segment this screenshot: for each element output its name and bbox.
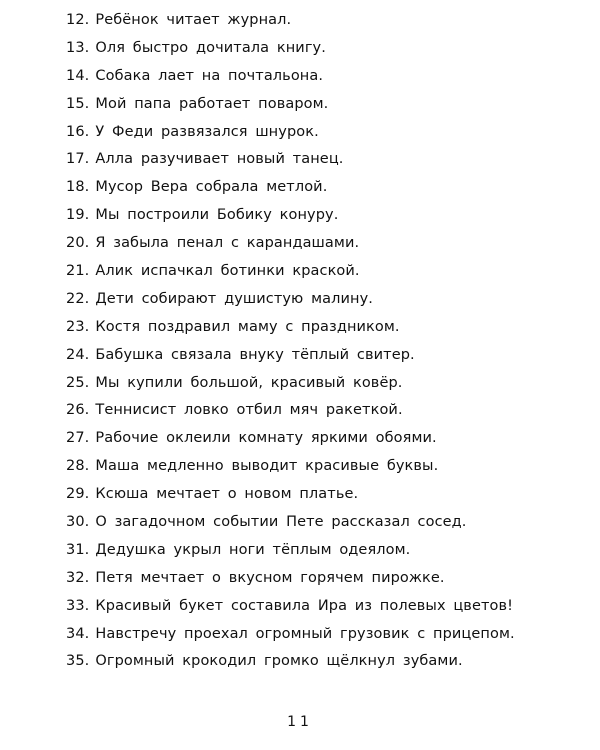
sentence-item [66,174,515,202]
sentence-number: 34. [66,625,90,642]
sentence-item [66,119,515,147]
sentence-text: Петя мечтает о вкусном горячем пирожке. [95,569,445,586]
sentence-text: Навстречу проехал огромный грузовик с прицепом. [95,625,515,642]
sentence-number: 25. [66,374,90,391]
sentence-number: 27. [66,430,90,447]
sentence-number: 22. [66,290,90,307]
sentence-item [66,397,515,425]
sentence-item [66,63,515,91]
sentence-number: 32. [66,569,90,586]
sentence-text: Я забыла пенал с карандашами. [95,235,360,252]
sentence-item [66,7,515,35]
sentence-item [66,425,515,453]
sentence-text: Мой папа работает поваром. [95,95,329,112]
sentence-number: 15. [66,95,90,112]
sentence-item [66,230,515,258]
sentence-item [66,342,515,370]
sentence-item [66,202,515,230]
sentence-number: 21. [66,263,90,280]
sentence-number: 14. [66,67,90,84]
sentence-item [66,286,515,314]
sentence-text: О загадочном событии Пете рассказал сосед. [95,514,467,531]
sentence-number: 16. [66,123,90,140]
sentence-text: Теннисист ловко отбил мяч ракеткой. [95,402,403,419]
sentence-text: Бабушка связала внуку тёплый свитер. [95,346,415,363]
sentence-number: 20. [66,235,90,252]
sentence-text: Рабочие оклеили комнату яркими обоями. [95,430,437,447]
sentence-item [66,453,515,481]
sentence-text: Алла разучивает новый танец. [95,151,344,168]
page-number: 11 [287,714,313,730]
sentence-list [66,7,515,676]
sentence-item [66,258,515,286]
sentence-text: Мусор Вера собрала метлой. [95,179,328,196]
sentence-number: 12. [66,12,90,28]
sentence-text: Красивый букет составила Ира из полевых цветов! [95,597,514,614]
sentence-text: У Феди развязался шнурок. [95,123,319,140]
sentence-text: Дети собирают душистую малину. [95,290,373,307]
sentence-number: 17. [66,151,90,168]
sentence-number: 23. [66,318,90,335]
sentence-item [66,370,515,398]
sentence-text: Алик испачкал ботинки краской. [95,263,360,280]
sentence-item [66,314,515,342]
sentence-text: Огромный крокодил громко щёлкнул зубами. [95,653,463,670]
sentence-number: 26. [66,402,90,419]
sentence-number: 13. [66,39,90,56]
sentence-number: 28. [66,458,90,475]
sentence-item [66,146,515,174]
sentence-item [66,481,515,509]
sentence-text: Ребёнок читает журнал. [95,12,292,28]
sentence-text: Оля быстро дочитала книгу. [95,39,326,56]
sentence-item [66,91,515,119]
sentence-number: 18. [66,179,90,196]
sentence-text: Дедушка укрыл ноги тёплым одеялом. [95,541,411,558]
sentence-text: Собака лает на почтальона. [95,67,324,84]
sentence-item [66,565,515,593]
sentence-text: Мы купили большой, красивый ковёр. [95,374,403,391]
sentence-text: Маша медленно выводит красивые буквы. [95,458,439,475]
sentence-text: Мы построили Бобику конуру. [95,207,339,224]
sentence-text: Костя поздравил маму с праздником. [95,318,400,335]
sentence-number: 33. [66,597,90,614]
sentence-number: 30. [66,514,90,531]
sentence-number: 19. [66,207,90,224]
sentence-item [66,593,515,621]
sentence-number: 29. [66,486,90,503]
sentence-item [66,648,515,676]
sentence-item [66,509,515,537]
sentence-number: 35. [66,653,90,670]
sentence-text: Ксюша мечтает о новом платье. [95,486,359,503]
sentence-item [66,537,515,565]
sentence-item [66,621,515,649]
sentence-item [66,35,515,63]
sentence-number: 24. [66,346,90,363]
sentence-number: 31. [66,541,90,558]
